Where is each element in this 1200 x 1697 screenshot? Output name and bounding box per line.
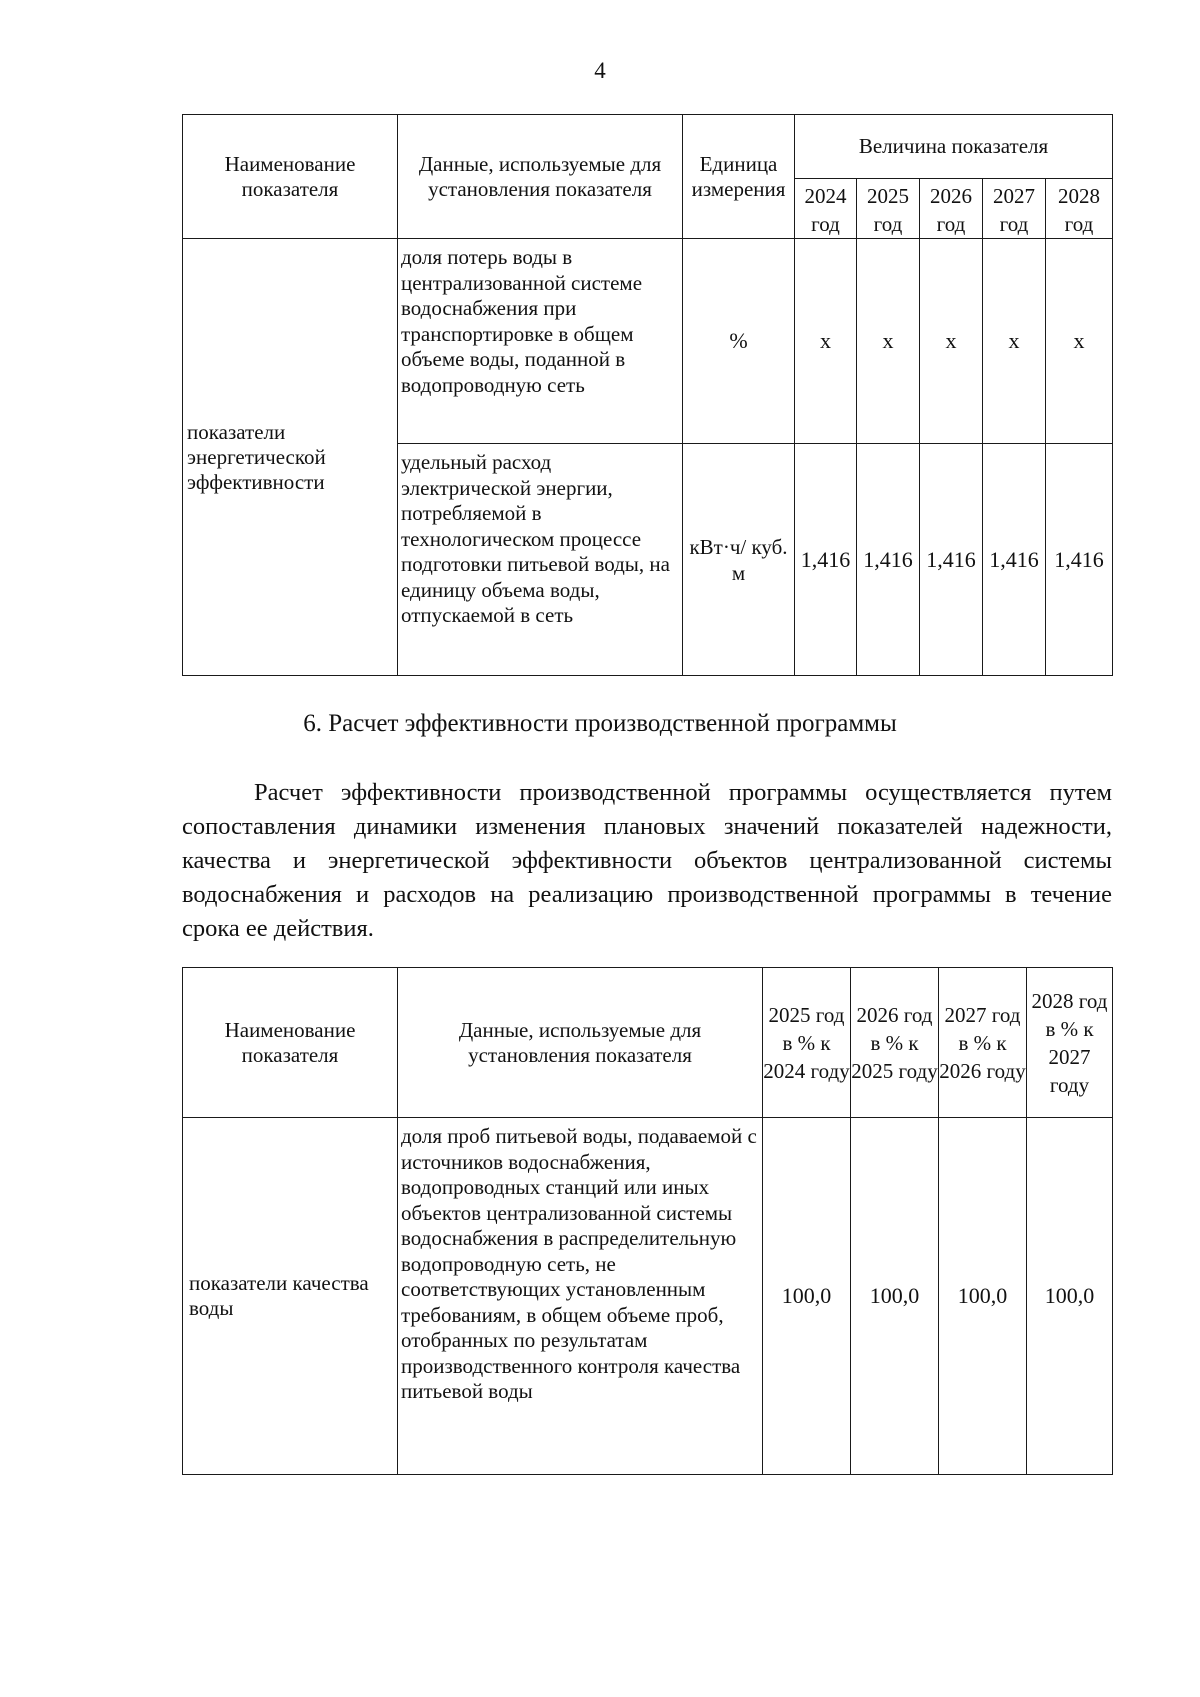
section-title: 6. Расчет эффективности производственной программы <box>303 710 897 737</box>
header-year: 2027 год <box>983 179 1046 239</box>
table-row <box>183 1118 1113 1475</box>
header-unit: Единица измерения <box>683 115 795 239</box>
row-unit: % <box>683 239 795 444</box>
header-year: 2024 год <box>795 179 857 239</box>
row-value: x <box>920 239 983 444</box>
header-year: 2028 год <box>1046 179 1113 239</box>
header-period: 2027 год в % к 2026 году <box>939 968 1027 1118</box>
header-year: 2025 год <box>857 179 920 239</box>
energy-efficiency-table <box>182 114 1113 676</box>
row-value: x <box>857 239 920 444</box>
header-value: Величина показателя <box>795 115 1113 179</box>
row-description: доля потерь воды в централизованной системе водоснабжения при транспортировке в общем объеме воды, поданной в водопроводную сеть <box>398 239 683 444</box>
row-unit: кВт·ч/ куб. м <box>683 444 795 676</box>
row-value: 100,0 <box>939 1118 1027 1475</box>
row-name: показатели качества воды <box>183 1118 398 1475</box>
header-year: 2026 год <box>920 179 983 239</box>
row-value: x <box>795 239 857 444</box>
page-number: 4 <box>594 58 606 83</box>
row-value: x <box>983 239 1046 444</box>
row-value: 100,0 <box>763 1118 851 1475</box>
header-period: 2026 год в % к 2025 году <box>851 968 939 1118</box>
header-period: 2025 год в % к 2024 году <box>763 968 851 1118</box>
paragraph-text: Расчет эффективности производственной программы осуществляется путем сопоставления динамики изменения плановых значений показателей надежности, качества и энергетической эффективности объектов централизованной системы водоснабжения и расходов на реализацию производственной программы в течение срока ее действия. <box>182 779 1112 942</box>
row-value: x <box>1046 239 1113 444</box>
row-value: 1,416 <box>857 444 920 676</box>
row-value: 100,0 <box>1027 1118 1113 1475</box>
header-data-used: Данные, используемые для установления показателя <box>398 968 763 1118</box>
row-value: 1,416 <box>920 444 983 676</box>
body-paragraph <box>182 776 1112 946</box>
row-value: 1,416 <box>983 444 1046 676</box>
row-description: удельный расход электрической энергии, потребляемой в технологическом процессе подготовки питьевой воды, на единицу объема воды, отпускаемой в сеть <box>398 444 683 676</box>
row-value: 100,0 <box>851 1118 939 1475</box>
water-quality-table <box>182 967 1113 1475</box>
header-name: Наименование показателя <box>183 968 398 1118</box>
row-value: 1,416 <box>795 444 857 676</box>
header-period: 2028 год в % к 2027 году <box>1027 968 1113 1118</box>
row-group-name: показатели энергетической эффективности <box>183 239 398 676</box>
row-description: доля проб питьевой воды, подаваемой с источников водоснабжения, водопроводных станций или иных объектов централизованной системы водоснабжения в распределительную водопроводную сеть, не соответствующих установленным требованиям, в общем объеме проб, отобранных по результатам производственного контроля качества питьевой воды <box>398 1118 763 1475</box>
header-data-used: Данные, используемые для установления показателя <box>398 115 683 239</box>
table-row <box>183 239 1113 444</box>
header-name: Наименование показателя <box>183 115 398 239</box>
row-value: 1,416 <box>1046 444 1113 676</box>
